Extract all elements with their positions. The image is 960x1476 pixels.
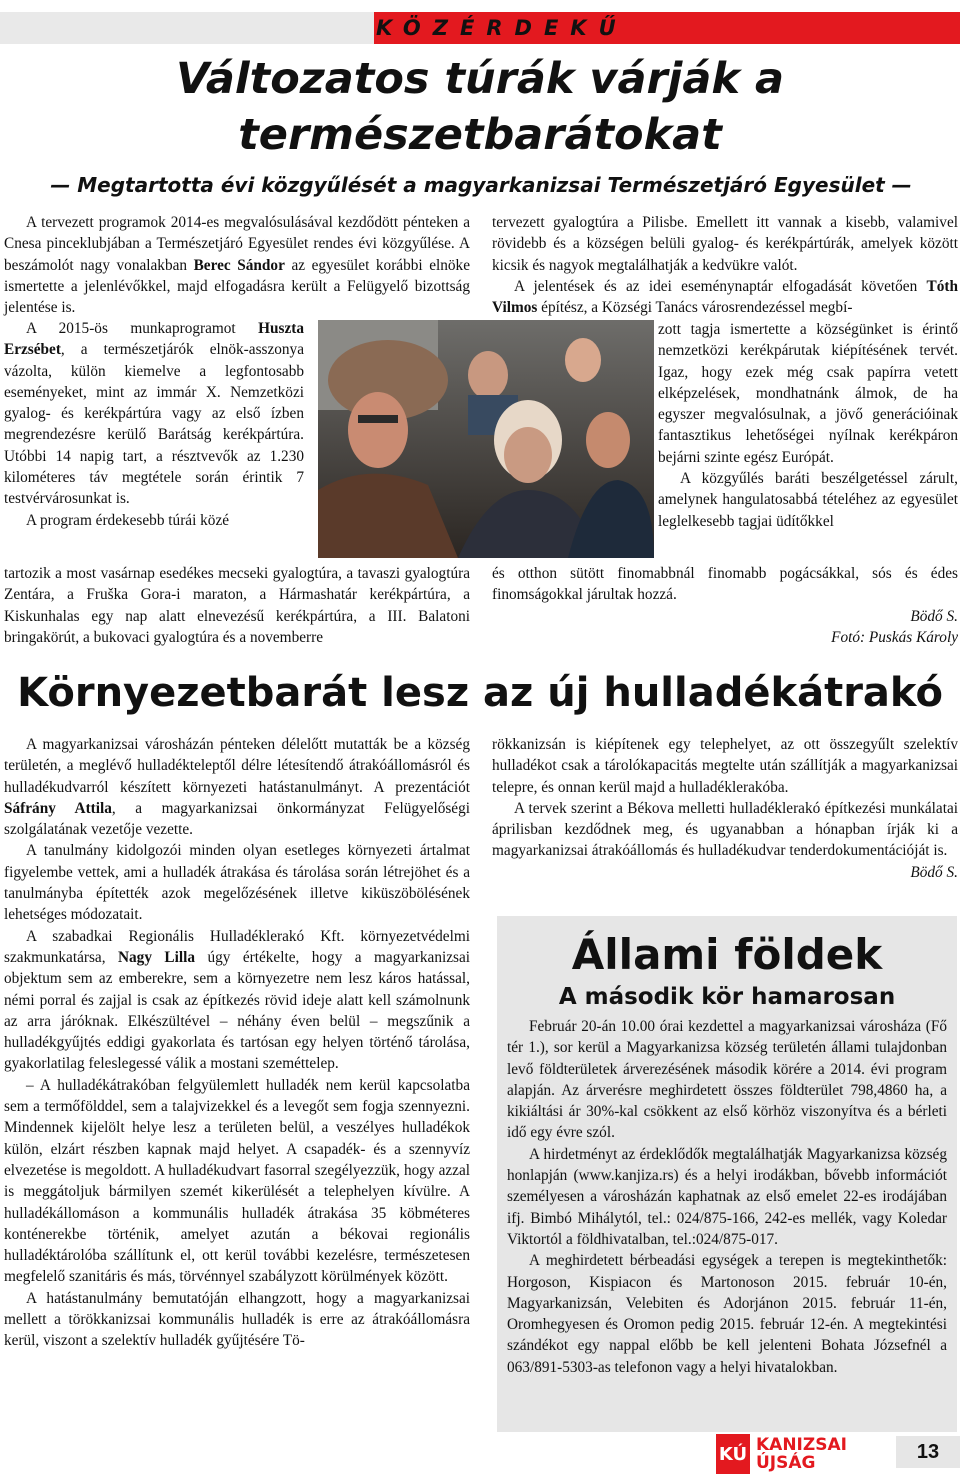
article2-left-column (4, 734, 470, 1352)
article1-right-narrow (658, 319, 958, 532)
text-run: úgy értékelte, hogy a magyarkanizsai objektum sem az emberekre, sem a környezetre nem lesz káros hatással, némi porral és zajjal is csak az építkezés rövid ideje alatt kell számolnunk az arra járóknak. Elkészültével – néhány éven belül – megszűnik a hulladékgyűjtés eddigi gyakorlata és tartósan egy helyen történő tárolása, gyakorlatilag feleslegessé válik a mostani szeméttelep. (4, 948, 471, 1073)
article3-title: Állami földek (571, 930, 883, 979)
article1-left-column (4, 212, 470, 318)
article1-paragraph: és otthon sütött finomabbnál finomabb pogácsákkal, sós és édes finomságokkal járultak hozzá. (492, 565, 958, 604)
logo-text-line2: ÚJSÁG (756, 1453, 816, 1473)
article2-paragraph: rökkanizsán is kiépítenek egy telephelyet, az ott összegyűlt szelektív hulladékot csak a tárolókapacitás megtelte után szállítják a magyarkanizsai telepre, és onnan kerül majd a hulladéklerakóba. (492, 736, 958, 796)
article1-paragraph (4, 318, 304, 510)
person-name: Berec Sándor (193, 256, 285, 274)
person-name: Tóth Vilmos (492, 277, 958, 317)
text-run: A magyarkanizsai városházán pénteken délelőtt mutatták be a község területén, a meglévő hulladékteleptől délre létesítendő átrakóállomásról és hulladékudvarról készített környezeti hatástanulmányt. A prezentációt (4, 736, 470, 796)
article3-paragraph: A meghirdetett bérbeadási egységek a terepen is megtekinthetők: Horgoson, Kispiacon és Martonoson 2015. február 10-én, Magyarkanizsán, Velebiten és Adorjánon 2015. február 11-én, Oromhegyesen és Oromon pedig 2015. február 12-én. A megtekintési szándékot egy nappal előbb be kell jelenteni Bohata Józsefnél a 063/891-5303-as telefonon vagy a helyi hivatalokban. (507, 1252, 947, 1376)
article1-paragraph: A közgyűlés baráti beszélgetéssel zárult, amelynek hangulatosabbá tételéhez az egyesület leglelkesebb tagjai üdítőkkel (658, 470, 958, 530)
logo-mark-icon: KÚ (716, 1434, 750, 1474)
logo-text-line1: KANIZSAI (756, 1435, 847, 1455)
article1-right-bottom (492, 563, 958, 648)
article1-title-line2: természetbarátokat (238, 110, 722, 160)
text-run: A szabadkai Regionális Hulladéklerakó Kft. környezetvédelmi szakmunkatársa, (4, 927, 470, 966)
text-run: építész, a Községi Tanács városrendezéssel megbí- (537, 299, 853, 317)
section-header-bar (0, 0, 960, 44)
person-name: Nagy Lilla (117, 948, 196, 966)
text-run: A jelentések és az idei eseménynaptár elfogadását követően (514, 277, 918, 295)
meeting-photo-illustration (318, 320, 654, 558)
article1-subtitle: — Megtartotta évi közgyűlését a magyarkanizsai Természetjáró Egyesület — (50, 173, 912, 197)
meeting-photo (318, 320, 654, 558)
article2-paragraph (4, 926, 470, 1075)
person-name: Sáfrány Attila (4, 799, 112, 817)
text-run: az egyesület korábbi elnöke ismertette a jelenlévőkkel, majd elfogadásra került a Felügyelő bizottság jelentése is. (4, 256, 470, 317)
article1-left-bottom (4, 563, 470, 648)
article3-body (507, 1016, 947, 1378)
section-title: KÖZÉRDEKŰ (376, 16, 628, 40)
article2-paragraph: A hatástanulmány bemutatóján elhangzott, hogy a magyarkanizsai mellett a törökkanizsai kommunális hulladék is erre az átrakóállomásra kerül, viszont a szelektív hulladék gyűjtésére Tö- (4, 1289, 470, 1350)
article1-photo-credit: Fotó: Puskás Károly (831, 628, 958, 646)
article1-paragraph (492, 276, 958, 319)
article2-paragraph: A tanulmány kidolgozói minden olyan esetleges környezeti ártalmat figyelembe vettek, ami a hulladék átrakása és tárolása során létrejöhet és a tanulmányba építették azok megelőzésének illetve kiküszöbölésének lehetséges módozatait. (4, 842, 470, 924)
article2-author: Bödő S. (910, 863, 958, 881)
article1-left-narrow (4, 318, 304, 531)
text-run: A 2015-ös munkaprogramot (26, 320, 259, 337)
text-run: , a természetjárók elnök-asszonya vázolta, külön kiemelve a legfontosabb eseményeket, mint az immár X. Nemzetközi gyalog- és kerékpártúra vagy az első ízben megrendezésre kerülő Barátság kerékpártúra. Utóbbi 14 napig tart, a résztvevők az 1.230 kilométeres táv megtétele során érintik 7 testvérvárosunkat is. (4, 341, 304, 508)
article1-paragraph (4, 212, 470, 318)
article2-paragraph (4, 734, 470, 840)
text-run: , a magyarkanizsai önkormányzat Felügyelőségi szolgálatának vezetője vezette. (4, 799, 470, 839)
article3-paragraph: Február 20-án 10.00 órai kezdettel a magyarkanizsai városháza (Fő tér 1.), sor kerül a Magyarkanizsa község területén állami tulajdonban levő földterületek árverezésének második körére a 2014. évi program alapján. Az árverésre meghirdetett összes földterület 798,4860 ha, a kikiáltási ár 30%-kal csökkent az első körhöz viszonyítva és a bérleti idő egy évre szól. (507, 1018, 947, 1142)
article1-paragraph: tervezett gyalogtúra a Pilisbe. Emellett itt vannak a kisebb, valamivel rövidebb és a községen belüli gyalog- és kerékpártúrák, amelyek között kicsik és nagyok megtalálhatják a kedvükre valót. (492, 214, 958, 274)
article2-paragraph: A tervek szerint a Békova melletti hulladéklerakó építkezési munkálatai áprilisban kezdődnek meg, és ugyanabban a hónapban írják ki a magyarkanizsai átrakóállomás és hulladékudvar tenderdokumentációját is. (492, 799, 958, 860)
article1-author: Bödő S. (910, 607, 958, 625)
article3-box (497, 916, 957, 1432)
article2-paragraph: – A hulladékátrakóban felgyülemlett hulladék nem kerül kapcsolatba sem a termőfölddel, sem a talajvizekkel és a levegőt sem fogja szennyezni. Mindennek kijelölt helye lesz a területen belül, a veszélyes hulladékok külön, elzárt részben kapnak majd helyet. A csapadék- és a szennyvíz elvezetése is megoldott. A hulladékudvart fasorral szegélyezzük, hogy azzal is meggátoljuk bármilyen szemét kikerülését a telephelyen kívülre. A hulladékállomáson a kommunális hulladék átrakása 35 köbméteres konténerekbe történik, amelyet azután a békovai regionális hulladéktárolóba szállítunk el, ott kerül további kezelésre, természetesen megfelelő szanitáris és más, törvénnyel szabályzott körülmények között. (4, 1076, 470, 1286)
article1-title-line1: Változatos túrák várják a (175, 54, 785, 104)
article2-right-column (492, 734, 958, 883)
article1-paragraph: tartozik a most vasárnap esedékes mecseki gyalogtúra, a tavaszi gyalogtúra Zentára, a Fruška Gora-i maraton, a Hármashatár kerékpártúra, a Kiskunhalas egy nap alatt elnevezésű kerékpártúra, a III. Balatoni bringakörút, a bukovaci gyalogtúra és a novemberre (4, 565, 470, 646)
article2-title: Környezetbarát lesz az új hulladékátrakó (17, 670, 943, 716)
kanizsai-ujsag-logo (716, 1432, 886, 1476)
person-name: Huszta Erzsébet (4, 320, 304, 359)
article3-paragraph: A hirdetményt az érdeklődők megtalálhatják Magyarkanizsa község honlapján (www.kanjiza.rs) és a helyi irodákban, bővebb információt személyesen a városházán kaphatnak az első emelet 22-es irodájában ifj. Bimbó Mihálytól, tel.: 024/875-166, 242-es mellék, vagy Koledar Viktortól a földhivatalban, tel.:024/875-017. (507, 1145, 947, 1248)
article3-subtitle: A második kör hamarosan (558, 984, 896, 1010)
text-run: A tervezett programok 2014-es megvalósulásával kezdődött pénteken a Cnesa pinceklubjában a Természetjáró Egyesület rendes évi közgyűlése. A beszámolót nagy vonalakban (4, 214, 470, 274)
article1-paragraph: A program érdekesebb túrái közé (26, 511, 230, 529)
article1-right-column (492, 212, 958, 318)
article1-paragraph: zott tagja ismertette a községünket is érintő nemzetközi kerékpárutak kiépítésének tervét. Igaz, hogy ezek még csak papírra vetett elképzelések, mondhatnánk álmok, de ha egyszer megvalósulnak, a jövő generációinak fantasztikus lehetőségei nyílnak kerékpáron bejárni szinte egész Európát. (658, 321, 958, 466)
page-number: 13 (896, 1436, 960, 1468)
